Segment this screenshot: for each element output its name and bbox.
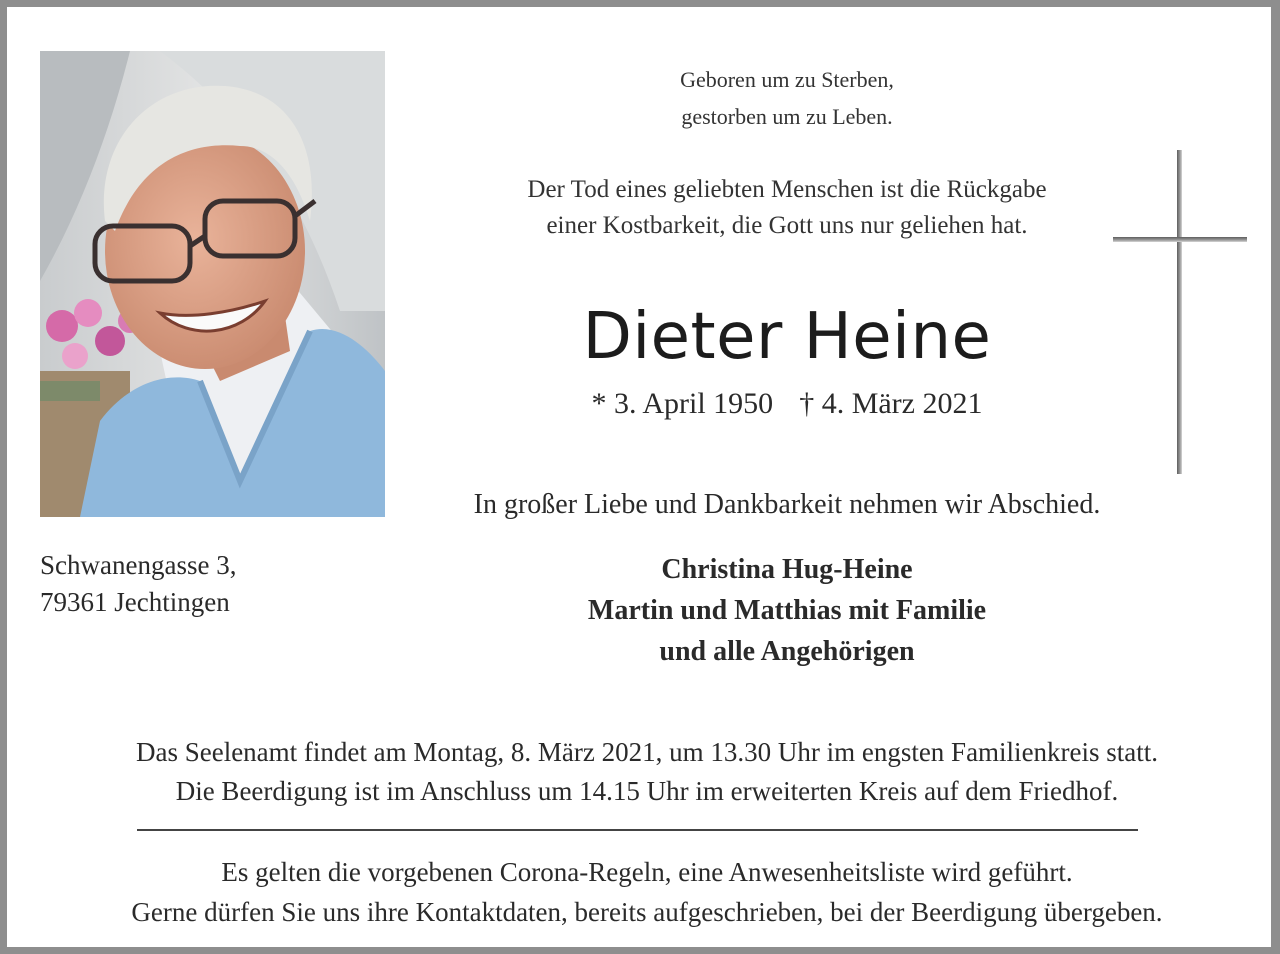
address-block <box>40 547 400 621</box>
notice-line2: Gerne dürfen Sie uns ihre Kontaktdaten, bereits aufgeschrieben, bei der Beerdigung übergeben. <box>131 897 1163 927</box>
cross-icon-horizontal <box>1113 237 1247 242</box>
death-date: † 4. März 2021 <box>799 387 983 420</box>
verse-long-line1: Der Tod eines geliebten Menschen ist die Rückgabe <box>527 176 1047 203</box>
notice-line1: Es gelten die vorgebenen Corona-Regeln, eine Anwesenheitsliste wird geführt. <box>221 857 1073 887</box>
mourner-line: Christina Hug-Heine <box>661 554 913 585</box>
service-line2: Die Beerdigung ist im Anschluss um 14.15 Uhr im erweiterten Kreis auf dem Friedhof. <box>175 776 1119 806</box>
farewell-text: In großer Liebe und Dankbarkeit nehmen wir Abschied. <box>473 489 1101 520</box>
mourners-list <box>487 549 1087 672</box>
divider <box>137 829 1138 831</box>
deceased-name: Dieter Heine <box>582 300 992 374</box>
corona-notice <box>17 852 1277 932</box>
verse-short-line2: gestorben um zu Leben. <box>681 104 893 129</box>
portrait-photo <box>40 51 385 517</box>
birth-date: * 3. April 1950 <box>591 387 774 420</box>
mourner-line: Martin und Matthias mit Familie <box>587 595 987 626</box>
mourner-line: und alle Angehörigen <box>659 636 915 667</box>
address-street: Schwanengasse 3, <box>40 550 237 580</box>
verse-short <box>487 61 1087 135</box>
life-dates <box>487 384 1087 424</box>
service-info <box>27 733 1267 811</box>
verse-long <box>437 172 1137 244</box>
address-city: 79361 Jechtingen <box>40 587 230 617</box>
service-line1: Das Seelenamt findet am Montag, 8. März 2021, um 13.30 Uhr im engsten Familienkreis statt. <box>135 737 1159 767</box>
verse-short-line1: Geboren um zu Sterben, <box>680 67 894 92</box>
verse-long-line2: einer Kostbarkeit, die Gott uns nur geliehen hat. <box>546 212 1028 239</box>
cross-icon-vertical <box>1177 150 1182 474</box>
